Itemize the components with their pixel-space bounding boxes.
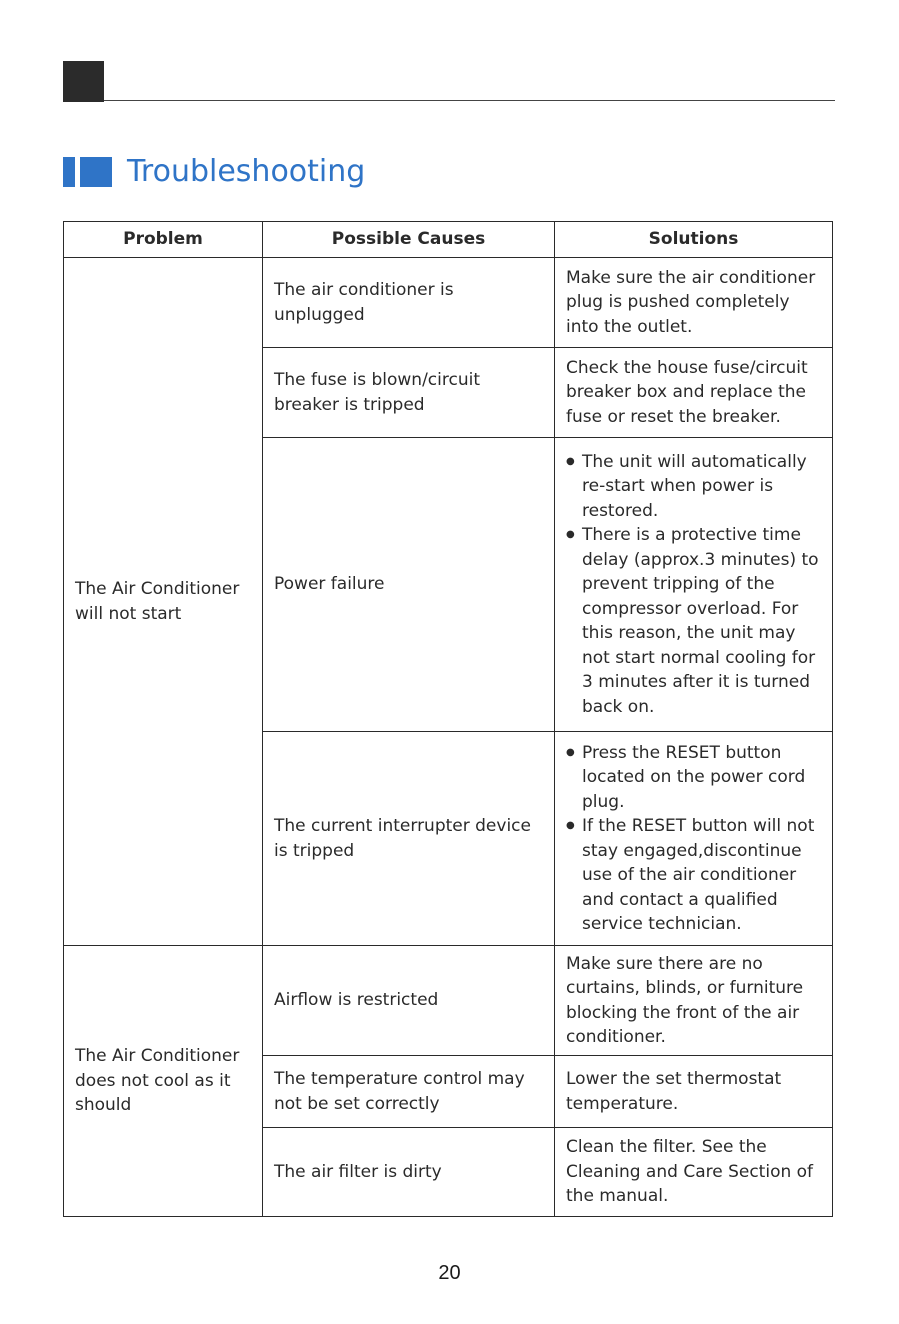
solution-bullet: ● Press the RESET button located on the power cord plug. [566,741,824,815]
table-row [64,946,833,1056]
solution-cell: Make sure there are no curtains, blinds, or furniture blocking the front of the air conditioner. [555,946,833,1056]
header-block [63,61,104,102]
table-row [64,258,833,348]
solution-cell [555,438,833,732]
page-number: 20 [438,1262,461,1284]
page-title: Troubleshooting [127,154,366,189]
problem-cell: The Air Conditioner does not cool as it should [64,946,263,1217]
cause-cell: The air filter is dirty [263,1128,555,1217]
table-header-row [64,222,833,258]
cause-cell: The air conditioner is unplugged [263,258,555,348]
solution-cell: Check the house fuse/circuit breaker box and replace the fuse or reset the breaker. [555,348,833,438]
problem-cell: The Air Conditioner will not start [64,258,263,946]
cause-cell: The fuse is blown/circuit breaker is tripped [263,348,555,438]
cause-cell: The temperature control may not be set correctly [263,1056,555,1128]
cause-cell: The current interrupter device is tripped [263,732,555,946]
title-marker-small [63,157,75,187]
section-title [63,152,365,192]
title-marker-large [80,157,112,187]
header-solutions: Solutions [555,222,833,258]
header-problem: Problem [64,222,263,258]
solution-bullet-list [566,450,824,720]
solution-cell [555,732,833,946]
solution-cell: Lower the set thermostat temperature. [555,1056,833,1128]
cause-cell: Power failure [263,438,555,732]
solution-cell: Clean the filter. See the Cleaning and Care Section of the manual. [555,1128,833,1217]
header-rule [104,100,835,101]
header-possible-causes: Possible Causes [263,222,555,258]
solution-bullet: ● The unit will automatically re-start when power is restored. [566,450,824,524]
solution-bullet: ● There is a protective time delay (approx.3 minutes) to prevent tripping of the compressor overload. For this reason, the unit may not start normal cooling for 3 minutes after it is turned back on. [566,523,824,719]
solution-bullet: ● If the RESET button will not stay engaged,discontinue use of the air conditioner and contact a qualified service technician. [566,814,824,937]
cause-cell: Airflow is restricted [263,946,555,1056]
solution-cell: Make sure the air conditioner plug is pushed completely into the outlet. [555,258,833,348]
solution-bullet-list [566,741,824,937]
troubleshooting-table [63,221,833,1217]
